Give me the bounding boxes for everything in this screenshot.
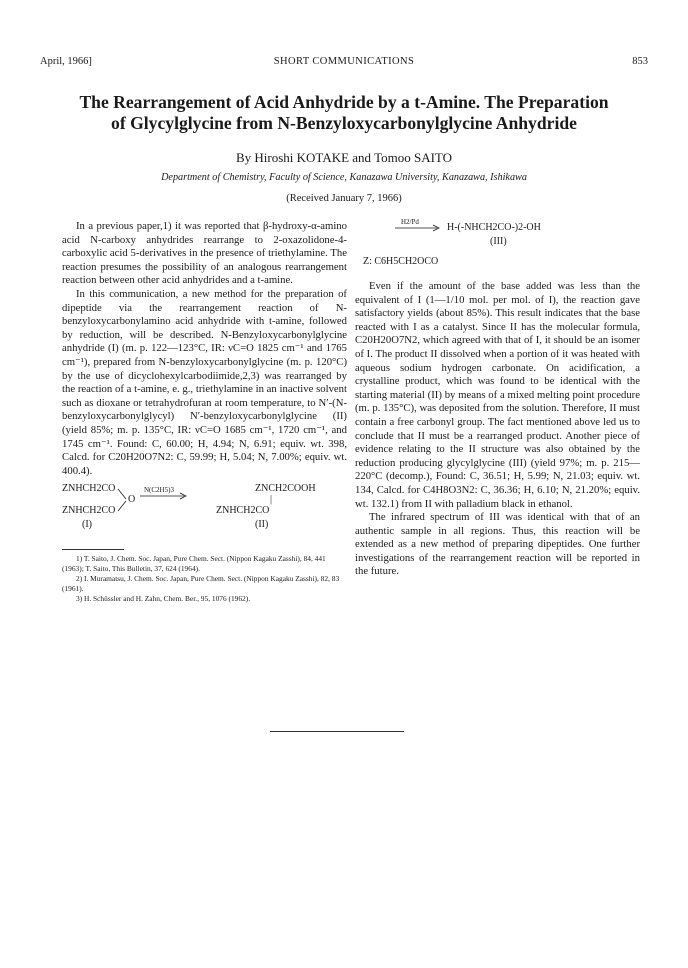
title-line-2: of Glycylglycine from N-Benzyloxycarbonylglycine Anhydride: [111, 113, 577, 133]
end-rule: [270, 731, 404, 732]
footnote-rule: [62, 549, 124, 550]
reaction-scheme-2: [355, 220, 640, 270]
compound-ii-bottom: ZNHCH2CO: [216, 505, 270, 517]
compound-i-top: ZNHCH2CO: [62, 483, 116, 495]
paper-title: [40, 92, 648, 134]
paragraph: Even if the amount of the base added was less than the equivalent of I (1—1/10 mol. per mol. of I), the reaction gave satisfactory yields (about 85%). This result indicates that the base reacted with I as a catalyst. Since II has the molecular formula, C20H20O7N2, which agreed with that of I, it should be an isomer of I. The product II dissolved when a portion of it was heated with aqueous sodium hydrogen carbonate. On acidification, a crystalline product, which was found to be identical with the starting material (II) by means of a mixed melting point procedure (m. p. 135°C), was deposited from the solution. Therefore, II must contain a free carbonyl group. The fact mentioned above led us to conclude that II must be a rearranged product. Another piece of evidence relating to the II structure was also obtained by the reduction producing glycylglycine (III) (yield 97%; m. p. 215—220°C (decomp.), Found: C, 36.51; H, 5.99; N, 21.03; equiv. wt. 134, Calcd. for C4H8O3N2: C, 36.36; H, 6.10; N, 21.20%; equiv. wt. 132.1) from II with palladium black in ethanol.: [355, 280, 640, 510]
received-date: (Received January 7, 1966): [286, 193, 402, 204]
compound-iii-label: (III): [490, 236, 507, 247]
footnote: 2) I. Muramatsu, J. Chem. Soc. Japan, Pure Chem. Sect. (Nippon Kagaku Zasshi), 82, 83 (1961).: [62, 574, 340, 594]
compound-i-label: (I): [82, 519, 92, 531]
page-number: 853: [632, 56, 648, 67]
reagent-label: N(C2H5)3: [144, 486, 174, 495]
byline: By Hiroshi KOTAKE and Tomoo SAITO: [235, 150, 453, 165]
reduction-reagent: H2/Pd: [401, 218, 419, 226]
paragraph: In this communication, a new method for the preparation of dipeptide via the rearrangement reaction of N-benzyloxycarbonylamino acid anhydride with t-amine, followed by reduction, will be described. N-Benzyloxycarbonylglycine anhydride (I) (m. p. 122—123°C, IR: νC=O 1825 cm⁻¹ and 1765 cm⁻¹), prepared from N-benzyloxycarbonylglycine (m. p. 120°C) by the use of dicyclohexylcarbodiimide,2,3) was rearranged by the reaction of a t-amine, e. g., triethylamine in an inactive solvent such as dioxane or tetrahydrofuran at room temperature, to N′-(N-benzyloxycarbonylglycyl) N′-benzyloxycarbonylglycine (II) (yield 85%; m. p. 135°C, IR: νC=O 1685 cm⁻¹, 1720 cm⁻¹, and 1745 cm⁻¹. Found: C, 60.00; H, 4.94; N, 6.91; equiv. wt. 398, Calcd. for C20H20O7N2: C, 59.99; H, 5.04; N, 7.00%; equiv. wt. 400.4).: [62, 287, 347, 477]
header-date: April, 1966]: [40, 56, 92, 67]
footnote: 1) T. Saito, J. Chem. Soc. Japan, Pure Chem. Sect. (Nippon Kagaku Zasshi), 84, 441 (1963); T. Saito, This Bulletin, 37, 624 (1964).: [62, 554, 326, 574]
reaction-arrow-icon: [140, 492, 188, 500]
glycylglycine-formula: H-(-NHCH2CO-)2-OH: [447, 222, 541, 233]
affiliation: Department of Chemistry, Faculty of Science, Kanazawa University, Kanazawa, Ishikawa: [161, 172, 527, 183]
compound-ii-label: (II): [255, 519, 269, 531]
running-head: [40, 56, 648, 70]
footnote: 3) H. Schüssler and H. Zahn, Chem. Ber., 95, 1076 (1962).: [76, 594, 251, 604]
reaction-scheme-1: [62, 483, 347, 541]
left-column: [62, 220, 347, 604]
paragraph: In a previous paper,1) it was reported that β-hydroxy-α-amino acid N-carboxy anhydrides rearrange to 2-oxazolidone-4-carboxylic acid 5-derivatives in the presence of triethylamine. The reaction presumes the possibility of an analogous rearrangement reaction between other acid anhydrides and a t-amine.: [62, 220, 347, 287]
z-definition: Z: C6H5CH2OCO: [363, 256, 439, 267]
header-section: SHORT COMMUNICATIONS: [273, 56, 415, 67]
bridge-oxygen: O: [128, 494, 136, 506]
compound-i-bottom: ZNHCH2CO: [62, 505, 116, 517]
compound-ii-top: ZNCH2COOH: [255, 483, 316, 495]
right-column: [355, 220, 640, 579]
paragraph: The infrared spectrum of III was identical with that of an authentic sample in all regions. Thus, this reaction will be extended as a new method of preparing dipeptides. One further investigations of the rearrangement reaction will be reported in the future.: [355, 511, 640, 578]
title-line-1: The Rearrangement of Acid Anhydride by a t-Amine. The Preparation: [79, 92, 609, 112]
reduction-arrow-icon: [395, 224, 441, 232]
compound-ii-bond: |: [270, 494, 273, 506]
